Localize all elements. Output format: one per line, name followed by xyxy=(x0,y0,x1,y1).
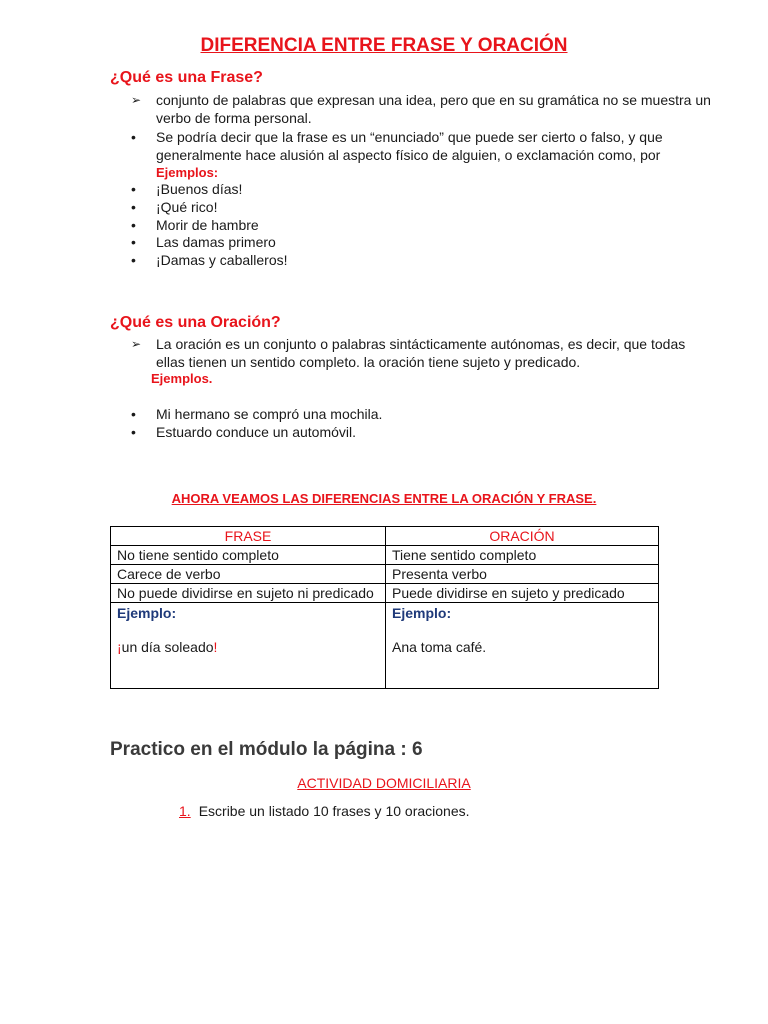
table-cell: No tiene sentido completo xyxy=(111,546,386,565)
example-text: Las damas primero xyxy=(156,234,276,250)
example-label: Ejemplo: xyxy=(117,605,177,621)
arrow-bullet-icon: ➢ xyxy=(131,337,142,351)
frase-example-text: un día soleado xyxy=(121,639,214,655)
oracion-definition xyxy=(131,335,711,371)
list-item xyxy=(131,423,716,441)
oracion-example: Ana toma café. xyxy=(392,639,487,655)
frase-heading: ¿Qué es una Frase? xyxy=(110,69,263,86)
practice-heading: Practico en el módulo la página : 6 xyxy=(110,739,423,760)
task-item xyxy=(179,803,470,819)
bullet-icon: • xyxy=(131,199,136,215)
table-cell-oracion-example xyxy=(386,603,659,689)
task-text: Escribe un listado 10 frases y 10 oraciones. xyxy=(198,803,470,819)
frase-description xyxy=(131,128,716,164)
arrow-bullet-icon: ➢ xyxy=(131,93,142,107)
example-text: ¡Damas y caballeros! xyxy=(156,252,288,268)
list-item xyxy=(131,198,716,216)
list-item xyxy=(131,251,716,269)
list-item xyxy=(131,180,716,198)
bullet-icon: • xyxy=(131,234,136,250)
example-text: ¡Buenos días! xyxy=(156,181,243,197)
table-row-examples xyxy=(111,603,659,689)
activity-title: ACTIVIDAD DOMICILIARIA xyxy=(297,775,471,791)
table-cell-frase-example xyxy=(111,603,386,689)
bullet-icon: • xyxy=(131,406,136,422)
list-item xyxy=(131,216,716,234)
column-header-frase: FRASE xyxy=(111,527,386,546)
example-text: Morir de hambre xyxy=(156,217,259,233)
table-row xyxy=(111,584,659,603)
frase-example-open: ¡ xyxy=(117,639,122,655)
page-title: DIFERENCIA ENTRE FRASE Y ORACIÓN xyxy=(200,35,568,56)
table-header-row xyxy=(111,527,659,546)
bullet-icon: • xyxy=(131,217,136,233)
oracion-examples-label: Ejemplos. xyxy=(151,371,213,386)
bullet-icon: • xyxy=(131,424,136,440)
list-item xyxy=(131,405,716,423)
table-cell: Presenta verbo xyxy=(386,565,659,584)
bullet-icon: • xyxy=(131,181,136,197)
differences-title: AHORA VEAMOS LAS DIFERENCIAS ENTRE LA ORACIÓN Y FRASE. xyxy=(171,491,597,506)
frase-example-close: ! xyxy=(213,639,218,655)
bullet-icon: • xyxy=(131,129,136,145)
table-row xyxy=(111,565,659,584)
task-number: 1. xyxy=(179,803,191,819)
table-cell: No puede dividirse en sujeto ni predicado xyxy=(111,584,386,603)
comparison-table xyxy=(110,526,659,689)
list-item xyxy=(131,233,716,251)
example-text: Mi hermano se compró una mochila. xyxy=(156,406,383,422)
table-cell: Carece de verbo xyxy=(111,565,386,584)
frase-example xyxy=(117,638,379,656)
table-cell: Puede dividirse en sujeto y predicado xyxy=(386,584,659,603)
frase-definition xyxy=(131,91,711,127)
examples-label: Ejemplos: xyxy=(156,165,219,180)
example-label: Ejemplo: xyxy=(392,605,452,621)
table-cell: Tiene sentido completo xyxy=(386,546,659,565)
oracion-definition-text: La oración es un conjunto o palabras sintácticamente autónomas, es decir, que todas ellas tienen un sentido completo. la oración tiene sujeto y predicado. xyxy=(156,336,686,370)
frase-definition-text: conjunto de palabras que expresan una idea, pero que en su gramática no se muestra un verbo de forma personal. xyxy=(156,92,711,126)
example-text: Estuardo conduce un automóvil. xyxy=(156,424,357,440)
oracion-heading: ¿Qué es una Oración? xyxy=(110,314,281,331)
frase-description-text: Se podría decir que la frase es un “enunciado” que puede ser cierto o falso, y que generalmente hace alusión al aspecto físico de alguien, o exclamación como, por xyxy=(156,129,663,163)
bullet-icon: • xyxy=(131,252,136,268)
table-row xyxy=(111,546,659,565)
column-header-oracion: ORACIÓN xyxy=(386,527,659,546)
example-text: ¡Qué rico! xyxy=(156,199,218,215)
